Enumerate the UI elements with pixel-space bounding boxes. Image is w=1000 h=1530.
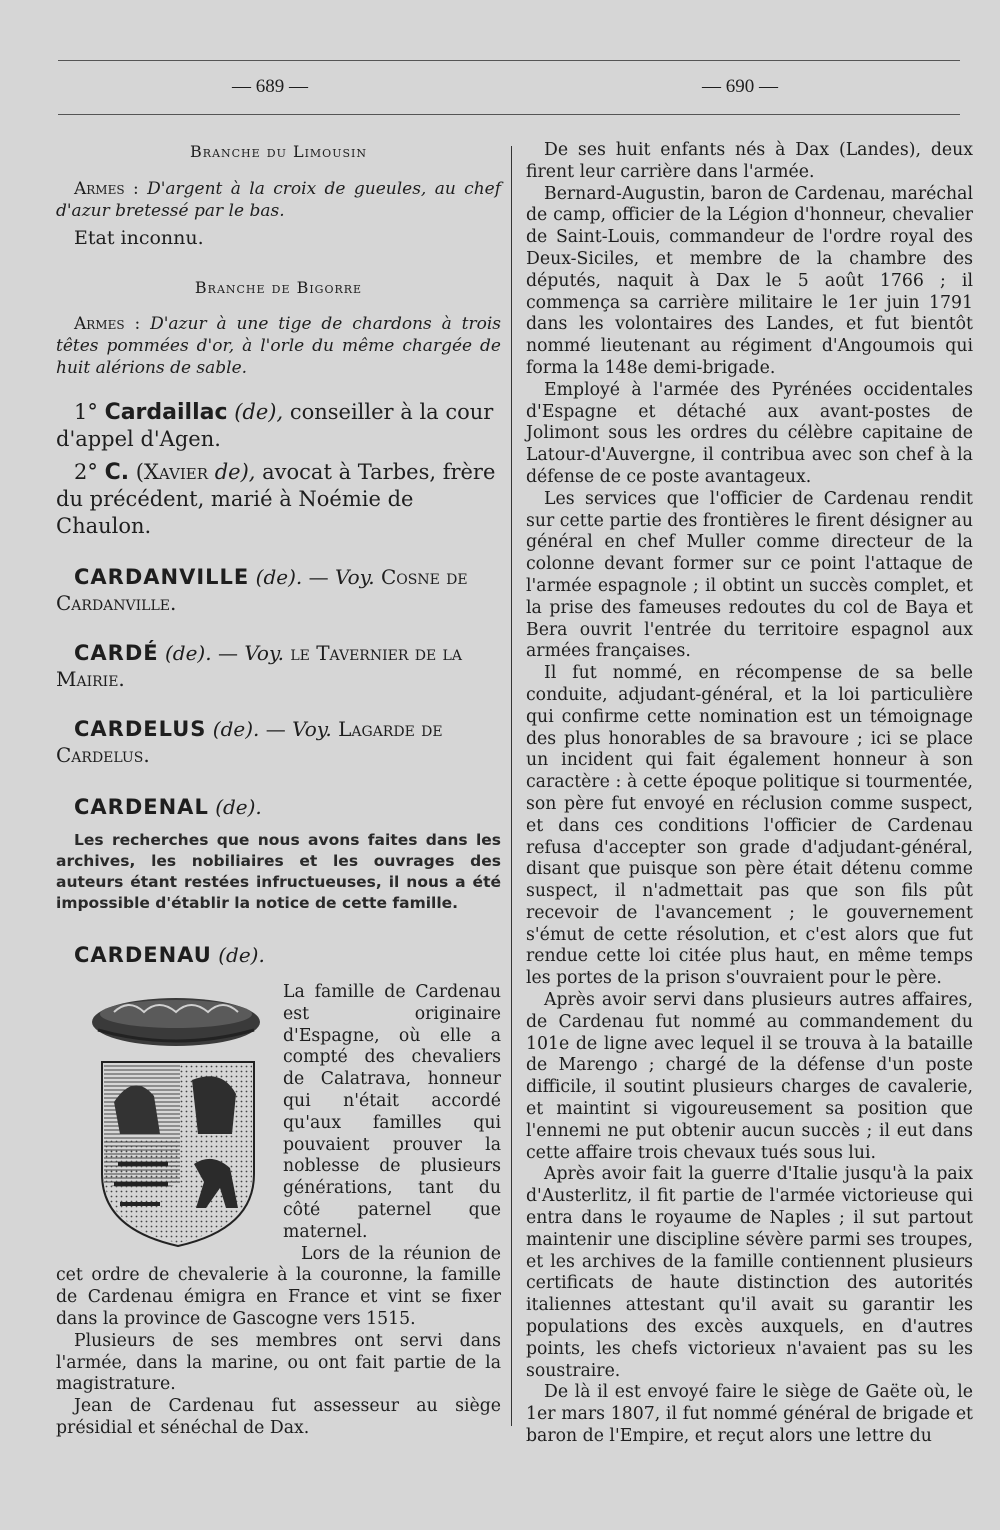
entry-cardenau [56, 942, 501, 968]
entry-name: CARDENAL [74, 795, 209, 819]
entry-name: CARDENAU [74, 943, 212, 967]
arms-label: Armes : [74, 179, 139, 199]
coat-of-arms-icon [84, 984, 269, 1249]
top-rule [58, 60, 960, 61]
arms-label: Armes : [74, 314, 141, 334]
member-1 [56, 399, 501, 453]
entry-ref: Lagarde de Cardelus. [56, 717, 443, 767]
member-given-name: Xavier [143, 460, 209, 484]
entry-particle: (de). [218, 943, 265, 967]
member-particle: de), [214, 460, 256, 484]
cardenau-p2: Lors de la réunion de cet ordre de chevalerie à la couronne, la famille de Cardenau émigra en France et vint se fixer dans la province de Gascogne vers 1515. [56, 1243, 501, 1329]
entry-particle: (de). [212, 717, 260, 741]
member-name: C. [104, 460, 130, 485]
entry-cardenal [56, 794, 501, 820]
entry-particle: (de). [164, 641, 212, 665]
member-particle: (de), [234, 400, 284, 424]
entry-name: CARDANVILLE [74, 565, 250, 589]
dash: — [308, 565, 329, 589]
entry-name: CARDELUS [74, 717, 207, 741]
cardenau-block [56, 982, 501, 1440]
right-paragraph: Employé à l'armée des Pyrénées occidentales d'Espagne et détaché aux avant-postes de Jolimont sous les ordres du célèbre capitaine de Latour-d'Auvergne, il contribua avec son chef à la défense de ce poste avantageux. [526, 379, 973, 487]
limousin-heading: Branche du Limousin [190, 142, 367, 161]
entry-particle: (de). [255, 565, 303, 589]
dash: — [217, 641, 238, 665]
voy-label: Voy. [244, 641, 284, 665]
bigorre-heading: Branche de Bigorre [194, 278, 363, 297]
entry-name: CARDÉ [74, 641, 159, 665]
member-name: Cardaillac [104, 400, 228, 425]
column-divider [511, 146, 512, 1426]
member-desc: avocat à Tarbes, frère du précédent, marié à Noémie de Chaulon. [56, 460, 496, 538]
right-paragraph: Après avoir fait la guerre d'Italie jusqu'à la paix d'Austerlitz, il fit partie de l'armée victorieuse qui entra dans le royaume de Naples ; il sut partout maintenir une discipline sévère parmi ses troupes, et les archives de la famille contiennent plusieurs certificats de haute distinction des autorités italiennes attestant qu'il avait su garantir les populations des excès auxquels, en d'autres points, les chefs victorieux n'avaient pas su les soustraire. [526, 1164, 973, 1381]
cardenau-p4: Jean de Cardenau fut assesseur au siège présidial et sénéchal de Dax. [56, 1396, 501, 1438]
right-paragraph: Bernard-Augustin, baron de Cardenau, maréchal de camp, officier de la Légion d'honneur, chevalier de Saint-Louis, commandeur de l'ordre royal des Deux-Siciles, et membre de la chambre des députés, naquit à Dax le 5 août 1766 ; il commença sa carrière militaire le 1er juin 1791 dans les volontaires des Landes, et fut bientôt nommé lieutenant au régiment d'Angoumois qui forma la 148e demi-brigade. [526, 183, 973, 378]
right-paragraph: De ses huit enfants nés à Dax (Landes), deux firent leur carrière dans l'armée. [526, 140, 973, 182]
cardenau-p1: La famille de Cardenau est originaire d'Espagne, où elle a compté des chevaliers de Calatrava, honneur qui n'était accordé qu'aux familles qui pouvaient prouver la noblesse de plusieurs générations, tant du côté paternel que maternel. [283, 982, 501, 1242]
arms-text: D'azur à une tige de chardons à trois têtes pommées d'or, à l'orle du même chargée de huit alérions de sable. [56, 314, 502, 378]
limousin-arms [56, 178, 501, 222]
entry-ref: Cosne de Cardanville. [56, 565, 468, 615]
entry-particle: (de). [215, 795, 262, 819]
right-page-number: — 690 — [702, 76, 778, 97]
right-paragraph: Après avoir servi dans plusieurs autres affaires, de Cardenau fut nommé au commandement du 101e de ligne avec lequel il se trouva à la bataille de Marengo ; chargé de la défense d'un poste difficile, il soutint plusieurs charges de cavalerie, et maintint si vigoureusement sa position que l'ennemi ne put obtenir aucun succès ; il eut dans cette affaire trois chevaux tués sous lui. [526, 990, 973, 1163]
member-number: 2° [74, 460, 98, 484]
entry-cardelus [56, 716, 501, 768]
dash: — [265, 717, 286, 741]
entry-ref: le Tavernier de la Mairie. [56, 641, 462, 691]
left-page-number: — 689 — [232, 76, 308, 97]
voy-label: Voy. [334, 565, 375, 589]
paren: ( [135, 460, 144, 484]
member-desc: conseiller à la cour d'appel d'Agen. [56, 400, 494, 451]
voy-label: Voy. [292, 717, 332, 741]
header-rule [58, 114, 960, 115]
entry-carde [56, 640, 501, 692]
entry-cardanville [56, 564, 501, 616]
bigorre-arms [56, 313, 501, 379]
right-column [526, 140, 973, 1448]
right-paragraph: Il fut nommé, en récompense de sa belle conduite, adjudant-général, et la loi particulière qui confirme cette nomination est un témoignage des plus honorables de sa bravoure ; ici se place un incident qui fait également honneur à son caractère : à cette époque politique si tourmentée, son père fut envoyé en réclusion comme suspect, et dans ces conditions l'officier de Cardenau refusa d'accepter son grade d'adjudant-général, disant que puisque son père était détenu comme suspect, il n'admettait pas que son fils pût recevoir de l'avancement ; le gouvernement s'émut de cette résolution, et c'est alors que fut rendue cette loi citée plus haut, en même temps les portes de la prison s'ouvraient pour le père. [526, 663, 973, 989]
right-paragraph: Les services que l'officier de Cardenau rendit sur cette partie des frontières le firent désigner au général en chef Muller comme directeur de la colonne devant former sur ce point l'attaque de l'armée espagnole ; il obtint un succès complet, et la prise des fameuses redoutes du col de Baya et Bera ouvrit l'entrée du territoire espagnol aux armées françaises. [526, 488, 973, 662]
left-column [56, 140, 501, 1440]
arms-text: D'argent à la croix de gueules, au chef d'azur bretessé par le bas. [56, 179, 502, 221]
cardenal-text: Les recherches que nous avons faites dans les archives, les nobiliaires et les ouvrages des auteurs étant restées infructueuses, il nous a été impossible d'établir la notice de cette famille. [56, 831, 501, 912]
cardenau-p3: Plusieurs de ses membres ont servi dans l'armée, dans la marine, ou ont fait partie de la magistrature. [56, 1330, 501, 1395]
member-2 [56, 459, 501, 540]
member-number: 1° [74, 400, 98, 424]
right-paragraph: De là il est envoyé faire le siège de Gaëte où, le 1er mars 1807, il fut nommé général de brigade et baron de l'Empire, et reçut alors une lettre du [526, 1382, 973, 1447]
limousin-state: Etat inconnu. [74, 227, 204, 249]
